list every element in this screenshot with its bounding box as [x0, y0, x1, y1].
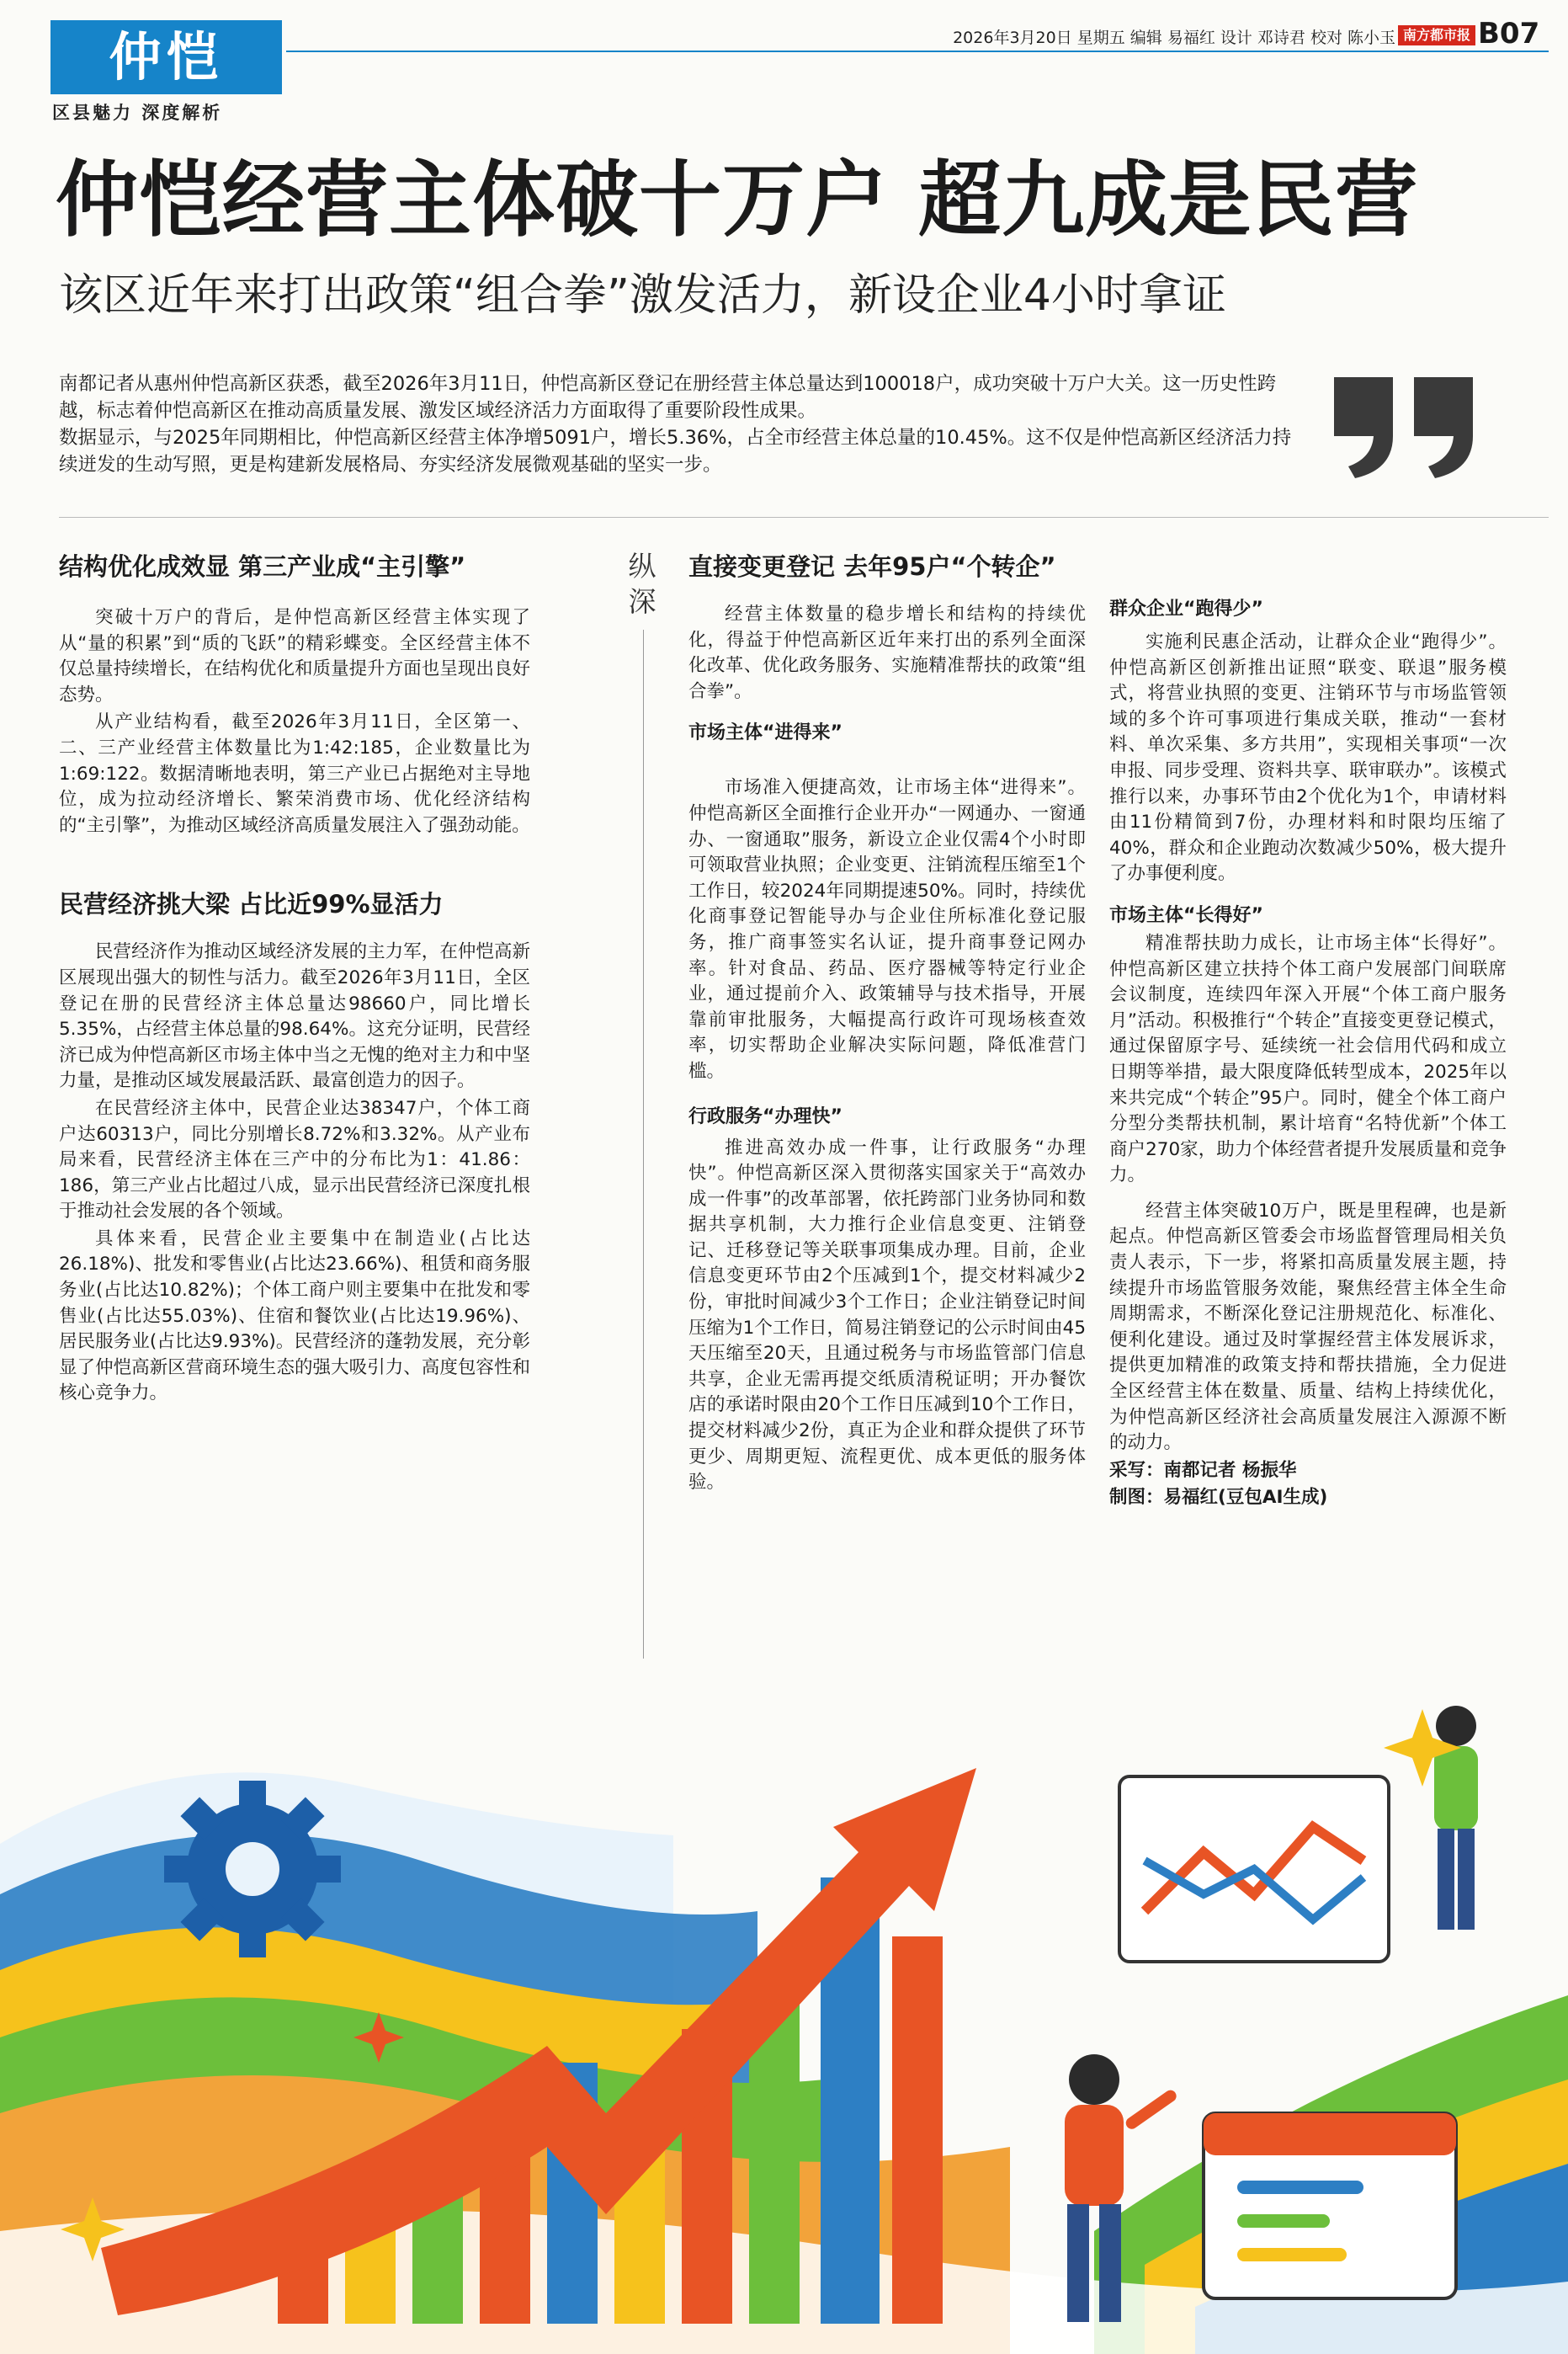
column-rule — [643, 630, 644, 1659]
quote-mark-icon — [1326, 369, 1486, 478]
subheading-service: 行政服务“办理快” — [688, 1105, 842, 1127]
section-masthead: 仲恺 — [50, 20, 282, 94]
section-slogan: 区县魅力 深度解析 — [52, 103, 223, 123]
lead-text-1: 南都记者从惠州仲恺高新区获悉，截至2026年3月11日，仲恺高新区登记在册经营主体总量达到100018户，成功突破十万户大关。这一历史性跨越，标志着仲恺高新区在推动高质量发展、激发区域经济活力方面取得了重要阶段性成果。 — [59, 373, 1277, 422]
header-rule — [286, 51, 1549, 52]
paragraph: 推进高效办成一件事，让行政服务“办理快”。仲恺高新区深入贯彻落实国家关于“高效办成一件事”的改革部署，依托跨部门业务协同和数据共享机制，大力推行企业信息变更、注销登记、迁移登记等关联事项集成办理。目前，企业信息变更环节由2个压减到1个，提交材料减少2份，审批时间减少3个工作日；企业注销登记时间压缩为1个工作日，简易注销登记的公示时间由45天压缩至20天，且通过税务与市场监管部门信息共享，企业无需再提交纸质清税证明；开办餐饮店的承诺时限由20个工作日压减到10个工作日，提交材料减少2份，真正为企业和群众提供了环节更少、周期更短、流程更优、成本更低的服务体验。 — [688, 1137, 1086, 1494]
paragraph: 突破十万户的背后，是仲恺高新区经营主体实现了从“量的积累”到“质的飞跃”的精彩蝶变。全区经营主体不仅总量持续增长，在结构优化和质量提升方面也呈现出良好态势。 — [59, 607, 530, 706]
newspaper-logo: 南方都市报 — [1398, 25, 1475, 45]
paragraph: 实施利民惠企活动，让群众企业“跑得少”。仲恺高新区创新推出证照“联变、联退”服务模式，将营业执照的变更、注销环节与市场监管领域的多个许可事项进行集成关联，推动“一套材料、单次采集、多方共用”，实现相关事项“一次申报、同步受理、资料共享、联审联办”。该模式推行以来，办事环节由2个优化为1个，申请材料由11份精简到7份，办理材料和时限均压缩了40%，群众和企业跑动次数减少50%，极大提升了办事便利度。 — [1109, 631, 1507, 885]
paragraph: 具体来看，民营企业主要集中在制造业(占比达26.18%)、批发和零售业(占比达23.66%)、租赁和商务服务业(占比达10.82%)；个体工商户则主要集中在批发和零售业(占比达55.03%)、住宿和餐饮业(占比达19.96%)、居民服务业(占比达9.93%)。民营经济的蓬勃发展，充分彰显了仲恺高新区营商环境生态的强大吸引力、高度包容性和核心竞争力。 — [59, 1228, 530, 1404]
subheadline: 该区近年来打出政策“组合拳”激发活力，新设企业4小时拿证 — [59, 270, 1226, 321]
byline-reporter: 采写：南都记者 杨振华 — [1109, 1459, 1297, 1481]
section-heading-structure: 结构优化成效显 第三产业成“主引擎” — [59, 552, 466, 581]
presenter-illustration — [1434, 1706, 1478, 1930]
paragraph: 在民营经济主体中，民营企业达38347户，个体工商户达60313户，同比分别增长8.72%和3.32%。从产业布局来看，民营经济主体在三产中的分布比为1：41.86：186，第三产业占比超过八成，显示出民营经济已深度扎根于推动社会发展的各个领域。 — [59, 1097, 530, 1222]
paragraph: 经营主体突破10万户，既是里程碑，也是新起点。仲恺高新区管委会市场监督管理局相关负责人表示，下一步，将紧扣高质量发展主题，持续提升市场监管服务效能，聚焦经营主体全生命周期需求，不断深化登记注册规范化、标准化、便利化建设。通过及时掌握经营主体发展诉求，提供更加精准的政策支持和帮扶措施，全力促进全区经营主体在数量、质量、结构上持续优化，为仲恺高新区经济社会高质量发展注入源源不断的动力。 — [1109, 1200, 1507, 1454]
paragraph: 从产业结构看，截至2026年3月11日，全区第一、二、三产业经营主体数量比为1:42:185，企业数量比为1:69:122。数据清晰地表明，第三产业已占据绝对主导地位，成为拉动经济增长、繁荣消费市场、优化经济结构的“主引擎”，为推动区域经济高质量发展注入了强劲动能。 — [59, 711, 530, 836]
subheading-grow-well: 市场主体“长得好” — [1109, 904, 1263, 926]
calendar-icon — [1204, 2113, 1456, 2298]
dateline: 2026年3月20日 星期五 编辑 易福红 设计 邓诗君 校对 陈小玉 — [953, 29, 1395, 47]
byline-graphic: 制图：易福红(豆包AI生成) — [1109, 1487, 1328, 1509]
paragraph: 民营经济作为推动区域经济发展的主力军，在仲恺高新区展现出强大的韧性与活力。截至2026年3月11日，全区登记在册的民营经济主体总量达98660户，同比增长5.35%，占经营主体总量的98.64%。这充分证明，民营经济已成为仲恺高新区市场主体中当之无愧的绝对主力和中坚力量，是推动区域发展最活跃、最富创造力的因子。 — [59, 941, 530, 1092]
paragraph: 经营主体数量的稳步增长和结构的持续优化，得益于仲恺高新区近年来打出的系列全面深化改革、优化政务服务、实施精准帮扶的政策“组合拳”。 — [688, 604, 1086, 702]
paragraph: 精准帮扶助力成长，让市场主体“长得好”。仲恺高新区建立扶持个体工商户发展部门间联席会议制度，连续四年深入开展“个体工商户服务月”活动。积极推行“个转企”直接变更登记模式，通过保留原字号、延续统一社会信用代码和成立日期等举措，最大限度降低转型成本，2025年以来共完成“个转企”95户。同时，健全个体工商户分型分类帮扶机制，累计培育“名特优新”个体工商户270家，助力个体经营者提升发展质量和竞争力。 — [1109, 932, 1507, 1186]
article-column-2 — [688, 551, 1086, 1498]
column-label: 纵深 — [628, 550, 656, 618]
section-heading-registration: 直接变更登记 去年95户“个转企” — [688, 552, 1056, 581]
article-column-1 — [59, 551, 530, 1409]
page-number: B07 — [1478, 17, 1540, 51]
growth-illustration — [0, 1642, 1568, 2354]
subheading-entry: 市场主体“进得来” — [688, 722, 842, 744]
lead-text-2: 数据显示，与2025年同期相比，仲恺高新区经营主体净增5091户，增长5.36%，占全市经营主体总量的10.45%。这不仅是仲恺高新区经济活力持续迸发的生动写照，更是构建新发展格局、夯实经济发展微观基础的坚实一步。 — [59, 427, 1292, 476]
gear-icon — [164, 1781, 341, 1957]
article-column-3 — [1109, 596, 1507, 1513]
paragraph: 市场准入便捷高效，让市场主体“进得来”。仲恺高新区全面推行企业开办“一网通办、一窗通办、一窗通取”服务，新设立企业仅需4个小时即可领取营业执照；企业变更、注销流程压缩至1个工作日，较2024年同期提速50%。同时，持续优化商事登记智能导办与企业住所标准化登记服务，推广商事签实名认证，提升商事登记网办率。针对食品、药品、医疗器械等特定行业企业，通过提前介入、政策辅导与技术指导，开展靠前审批服务，大幅提高行政许可现场核查效率，切实帮助企业解决实际问题，降低准营门槛。 — [688, 777, 1086, 1082]
chart-board-illustration — [1119, 1776, 1389, 1962]
headline: 仲恺经营主体破十万户 超九成是民营 — [56, 152, 1419, 248]
lead-divider — [59, 517, 1549, 518]
section-heading-private-economy: 民营经济挑大梁 占比近99%显活力 — [59, 890, 444, 919]
subheading-less-running: 群众企业“跑得少” — [1109, 599, 1263, 620]
lead-paragraph — [59, 370, 1305, 478]
